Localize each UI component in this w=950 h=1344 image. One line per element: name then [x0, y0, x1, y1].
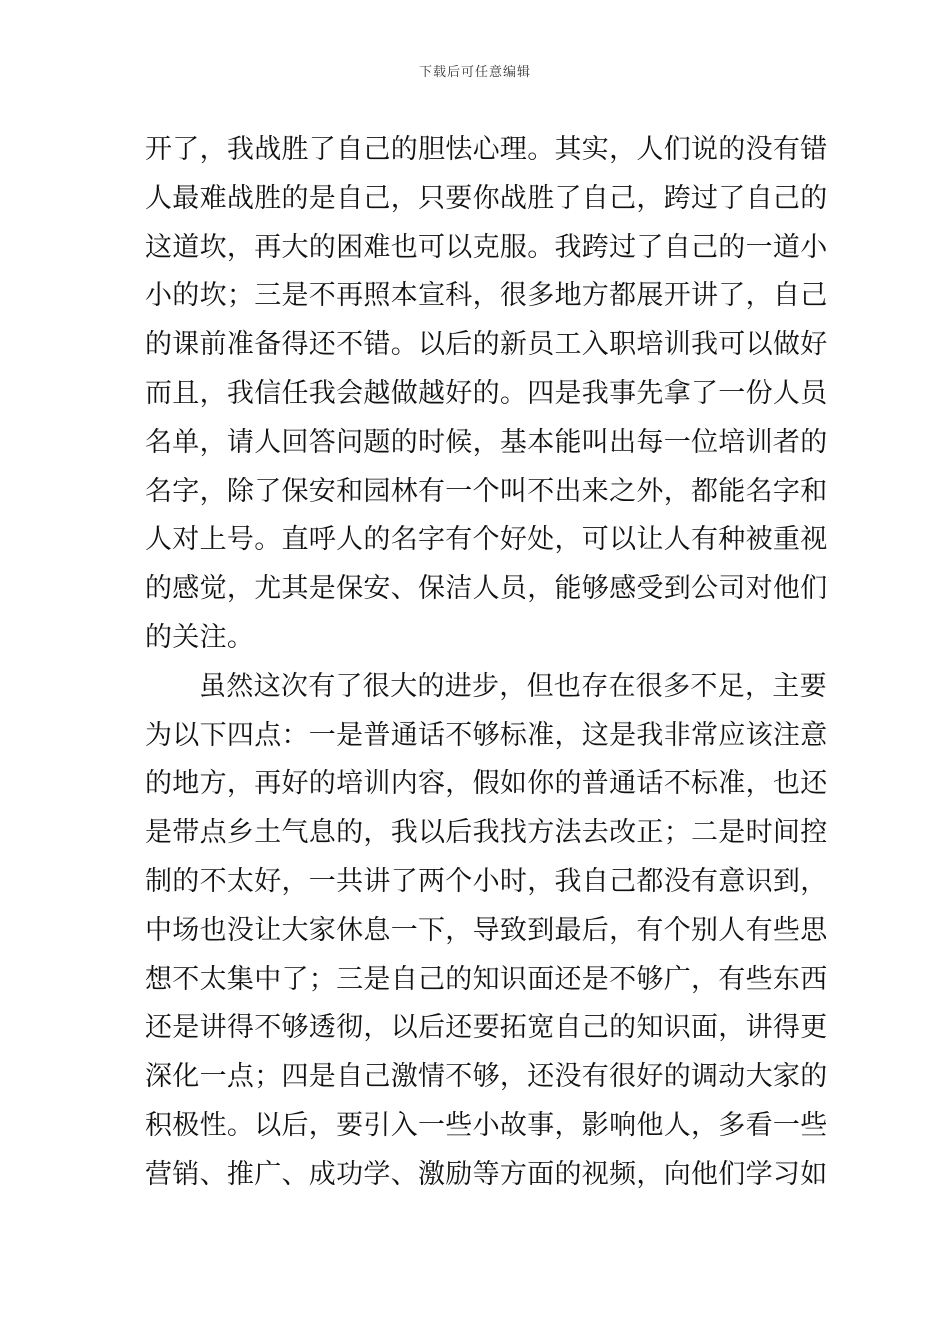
text-line: 名字，除了保安和园林有一个叫不出来之外，都能名字和	[145, 475, 828, 507]
text-line: 名单，请人回答问题的时候，基本能叫出每一位培训者的	[145, 426, 828, 458]
text-line: 想不太集中了；三是自己的知识面还是不够广，有些东西	[145, 963, 828, 995]
text-line: 是带点乡土气息的，我以后我找方法去改正；二是时间控	[145, 817, 828, 849]
text-line: 制的不太好，一共讲了两个小时，我自己都没有意识到，	[145, 865, 828, 897]
text-line: 的感觉，尤其是保安、保洁人员，能够感受到公司对他们	[145, 573, 828, 605]
text-line: 的关注。	[145, 621, 255, 653]
text-line: 开了，我战胜了自己的胆怯心理。其实，人们说的没有错	[145, 134, 828, 165]
text-line: 深化一点；四是自己激情不够，还没有很好的调动大家的	[145, 1061, 828, 1093]
text-line: 小的坎；三是不再照本宣科，很多地方都展开讲了，自己	[145, 280, 828, 312]
page-header: 下载后可任意编辑	[418, 65, 531, 80]
text-line: 积极性。以后，要引入一些小故事，影响他人，多看一些	[145, 1109, 828, 1141]
text-line: 人对上号。直呼人的名字有个好处，可以让人有种被重视	[145, 524, 828, 556]
text-line: 而且，我信任我会越做越好的。四是我事先拿了一份人员	[145, 377, 828, 409]
document-body	[145, 126, 828, 1200]
text-line: 人最难战胜的是自己，只要你战胜了自己，跨过了自己的	[145, 182, 828, 214]
text-line: 还是讲得不够透彻，以后还要拓宽自己的知识面，讲得更	[145, 1012, 828, 1044]
text-line: 为以下四点：一是普通话不够标准，这是我非常应该注意	[145, 719, 828, 751]
text-line: 这道坎，再大的困难也可以克服。我跨过了自己的一道小	[145, 231, 828, 263]
text-line: 的地方，再好的培训内容，假如你的普通话不标准，也还	[145, 768, 828, 800]
text-line: 营销、推广、成功学、激励等方面的视频，向他们学习如	[145, 1158, 828, 1190]
text-line: 的课前准备得还不错。以后的新员工入职培训我可以做好	[145, 329, 828, 361]
text-line: 中场也没让大家休息一下，导致到最后，有个别人有些思	[145, 914, 828, 946]
paragraph-start-line: 虽然这次有了很大的进步，但也存在很多不足，主要	[199, 670, 827, 702]
